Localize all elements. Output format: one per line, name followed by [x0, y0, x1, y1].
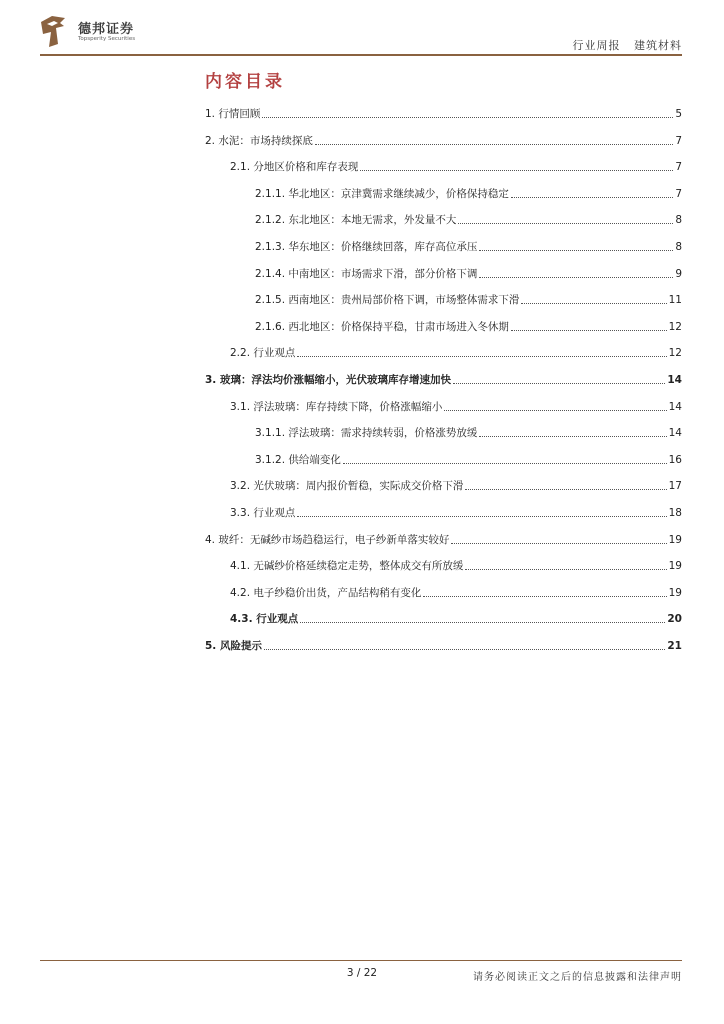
toc-leader-dots [360, 170, 673, 171]
toc-entry-label: 3.2. 光伏玻璃：周内报价暂稳，实际成交价格下滑 [230, 480, 464, 493]
brand-logo [38, 14, 158, 50]
toc-entry-label: 4.2. 电子纱稳价出货，产品结构稍有变化 [230, 586, 422, 599]
toc-entry[interactable] [255, 186, 682, 202]
toc-leader-dots [458, 223, 673, 224]
toc-entry[interactable] [255, 239, 682, 255]
toc-entry[interactable] [255, 292, 682, 308]
toc-entry-label: 2.1.5. 西南地区：贵州局部价格下调，市场整体需求下滑 [255, 294, 520, 307]
toc-leader-dots [343, 463, 667, 464]
report-sector: 建筑材料 [634, 39, 682, 52]
toc-entry-label: 4.1. 无碱纱价格延续稳定走势，整体成交有所放缓 [230, 560, 464, 573]
toc-entry-label: 2.1.4. 中南地区：市场需求下滑，部分价格下调 [255, 267, 478, 280]
toc-entry-page: 7 [675, 161, 682, 174]
toc-entry-label: 3.1. 浮法玻璃：库存持续下降，价格涨幅缩小 [230, 400, 443, 413]
toc-leader-dots [479, 277, 673, 278]
toc-entry-page: 11 [668, 294, 682, 307]
toc-entry-page: 12 [668, 320, 682, 333]
toc-leader-dots [297, 516, 666, 517]
toc-entry-label: 2.1.6. 西北地区：价格保持平稳，甘肃市场进入冬休期 [255, 320, 509, 333]
toc-title: 内容目录 [205, 72, 285, 92]
brand-logo-icon [38, 14, 68, 48]
toc-entry-page: 9 [675, 267, 682, 280]
brand-name-en: Topsperity Securities [78, 36, 136, 42]
toc-entry[interactable] [205, 133, 682, 149]
toc-entry[interactable] [230, 505, 682, 521]
toc-entry[interactable] [230, 478, 682, 494]
toc-entry-page: 14 [667, 374, 682, 386]
toc-entry-label: 2.2. 行业观点 [230, 347, 296, 360]
toc-entry[interactable] [230, 159, 682, 175]
toc-leader-dots [297, 356, 666, 357]
toc-entry[interactable] [255, 319, 682, 335]
toc-entry-page: 12 [668, 347, 682, 360]
toc-entry-page: 19 [668, 533, 682, 546]
toc-entry[interactable] [205, 638, 682, 654]
toc-leader-dots [315, 144, 673, 145]
toc-entry-page: 8 [675, 241, 682, 253]
disclaimer-note: 请务必阅读正文之后的信息披露和法律声明 [473, 972, 682, 983]
toc-leader-dots [262, 117, 673, 118]
header-divider [40, 54, 682, 56]
toc-entry-page: 14 [668, 427, 682, 440]
toc-leader-dots [521, 303, 666, 304]
toc-entry[interactable] [255, 212, 682, 228]
toc-entry-page: 18 [668, 507, 682, 519]
toc-entry-label: 4.3. 行业观点 [230, 613, 299, 626]
toc-entry[interactable] [255, 266, 682, 282]
toc-leader-dots [479, 250, 673, 251]
toc-leader-dots [264, 649, 665, 650]
toc-entry[interactable] [230, 399, 682, 415]
toc-entry-page: 19 [668, 586, 682, 599]
toc-entry-label: 1. 行情回顾 [205, 108, 261, 120]
toc-entry[interactable] [255, 425, 682, 441]
toc-entry-label: 3.1.2. 供给端变化 [255, 453, 341, 466]
toc-leader-dots [465, 569, 666, 570]
toc-leader-dots [453, 383, 665, 384]
toc-entry-label: 3.3. 行业观点 [230, 507, 296, 519]
toc-leader-dots [511, 330, 667, 331]
toc-entry-label: 5. 风险提示 [205, 640, 262, 652]
toc-leader-dots [465, 489, 666, 490]
toc-entry-label: 3.1.1. 浮法玻璃：需求持续转弱，价格涨势放缓 [255, 427, 478, 440]
toc-entry[interactable] [205, 106, 682, 122]
toc-entry-label: 2.1. 分地区价格和库存表现 [230, 161, 359, 174]
toc-entry-page: 5 [675, 108, 682, 120]
toc-entry-label: 4. 玻纤：无碱纱市场趋稳运行，电子纱新单落实较好 [205, 533, 450, 546]
page-indicator: 3 / 22 [346, 967, 378, 979]
toc-entry-page: 7 [675, 134, 682, 147]
toc-entry-page: 19 [668, 560, 682, 573]
toc-leader-dots [511, 197, 673, 198]
toc-entry-page: 20 [667, 613, 682, 626]
toc-leader-dots [451, 543, 666, 544]
toc-leader-dots [423, 596, 666, 597]
toc-entry[interactable] [255, 452, 682, 468]
toc-entry[interactable] [205, 372, 682, 388]
toc-leader-dots [300, 622, 665, 623]
toc-entry-label: 2.1.2. 东北地区：本地无需求，外发量不大 [255, 214, 457, 227]
toc-entry[interactable] [230, 345, 682, 361]
toc-entry[interactable] [230, 585, 682, 601]
toc-entry-label: 3. 玻璃：浮法均价涨幅缩小，光伏玻璃库存增速加快 [205, 374, 451, 386]
toc-entry-page: 14 [668, 400, 682, 413]
toc-entry-label: 2.1.3. 华东地区：价格继续回落，库存高位承压 [255, 241, 478, 253]
report-type: 行业周报 [572, 39, 621, 52]
toc-entry-page: 8 [675, 214, 682, 227]
toc-entry-label: 2. 水泥：市场持续探底 [205, 134, 313, 147]
toc-leader-dots [444, 410, 666, 411]
toc-entry[interactable] [230, 558, 682, 574]
toc-leader-dots [479, 436, 666, 437]
report-header [573, 37, 683, 53]
toc-entry-page: 21 [667, 640, 682, 652]
toc-entry[interactable] [205, 532, 682, 548]
footer-divider [40, 960, 682, 961]
toc-entry-page: 7 [675, 187, 682, 200]
toc-entry-page: 17 [668, 480, 682, 493]
brand-name-cn: 德邦证券 [78, 22, 135, 37]
toc-entry[interactable] [230, 611, 682, 627]
toc-entry-label: 2.1.1. 华北地区：京津冀需求继续减少，价格保持稳定 [255, 187, 509, 200]
toc-entry-page: 16 [668, 453, 682, 466]
